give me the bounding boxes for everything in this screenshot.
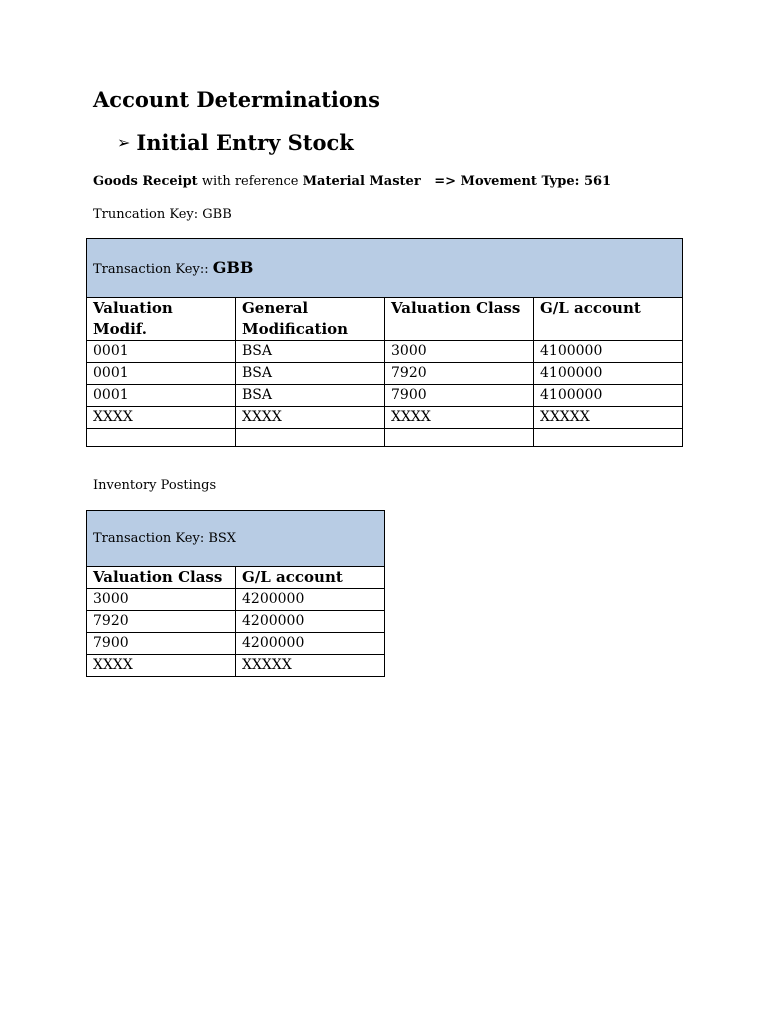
table-cell: XXXXX: [236, 655, 385, 677]
table-cell: 7900: [87, 633, 236, 655]
section-heading-text: Initial Entry Stock: [136, 130, 354, 155]
table-row: [87, 407, 683, 429]
page-title: Account Determinations: [93, 87, 380, 112]
gbb-account-table: [86, 238, 683, 447]
table-cell: 0001: [87, 363, 236, 385]
table-row: [87, 633, 385, 655]
table-cell: 4200000: [236, 611, 385, 633]
column-header: Valuation Class: [87, 567, 236, 589]
table-cell: 4100000: [534, 363, 683, 385]
material-master-label: Material Master: [302, 174, 421, 189]
table-header-row: [87, 567, 385, 589]
column-header: G/L account: [534, 298, 683, 341]
table-key-row: [87, 511, 385, 567]
table-cell: BSA: [236, 385, 385, 407]
table-row: [87, 589, 385, 611]
goods-receipt-label: Goods Receipt: [93, 174, 198, 189]
transaction-key-cell: Transaction Key: BSX: [87, 511, 385, 567]
goods-receipt-line: [93, 172, 611, 192]
table-row: [87, 655, 385, 677]
table-row: [87, 385, 683, 407]
bsx-account-table: [86, 510, 385, 677]
table-cell: 3000: [87, 589, 236, 611]
column-header: Valuation Class: [385, 298, 534, 341]
table-cell: XXXX: [236, 407, 385, 429]
arrow-bullet-icon: ➢: [117, 133, 131, 152]
table-cell: 3000: [385, 341, 534, 363]
table-cell: 7920: [385, 363, 534, 385]
table-cell: 4200000: [236, 589, 385, 611]
table-row: [87, 341, 683, 363]
transaction-key-label: Transaction Key::: [93, 261, 213, 277]
table-cell: [534, 429, 683, 447]
table-cell: [236, 429, 385, 447]
table-row: [87, 363, 683, 385]
column-header: General Modification: [236, 298, 385, 341]
table-row: [87, 611, 385, 633]
table-cell: [385, 429, 534, 447]
transaction-key-value: GBB: [212, 257, 254, 277]
table-cell: 0001: [87, 385, 236, 407]
table-cell: XXXX: [87, 655, 236, 677]
table-cell: 4200000: [236, 633, 385, 655]
table-cell: 4100000: [534, 385, 683, 407]
table-cell: 4100000: [534, 341, 683, 363]
section-heading: [117, 128, 354, 158]
table-cell: [87, 429, 236, 447]
transaction-key-cell: [87, 239, 683, 298]
table-cell: BSA: [236, 363, 385, 385]
with-reference-text: with reference: [197, 174, 303, 189]
truncation-key-line: Truncation Key: GBB: [93, 207, 232, 222]
table-key-row: [87, 239, 683, 298]
inventory-postings-label: Inventory Postings: [93, 478, 217, 493]
table-cell: 7900: [385, 385, 534, 407]
column-header: Valuation Modif.: [87, 298, 236, 341]
table-cell: XXXXX: [534, 407, 683, 429]
table-cell: XXXX: [385, 407, 534, 429]
table-row: [87, 429, 683, 447]
table-header-row: [87, 298, 683, 341]
table-cell: 7920: [87, 611, 236, 633]
column-header: G/L account: [236, 567, 385, 589]
movement-type-label: => Movement Type: 561: [420, 174, 612, 189]
table-cell: 0001: [87, 341, 236, 363]
table-cell: BSA: [236, 341, 385, 363]
table-cell: XXXX: [87, 407, 236, 429]
